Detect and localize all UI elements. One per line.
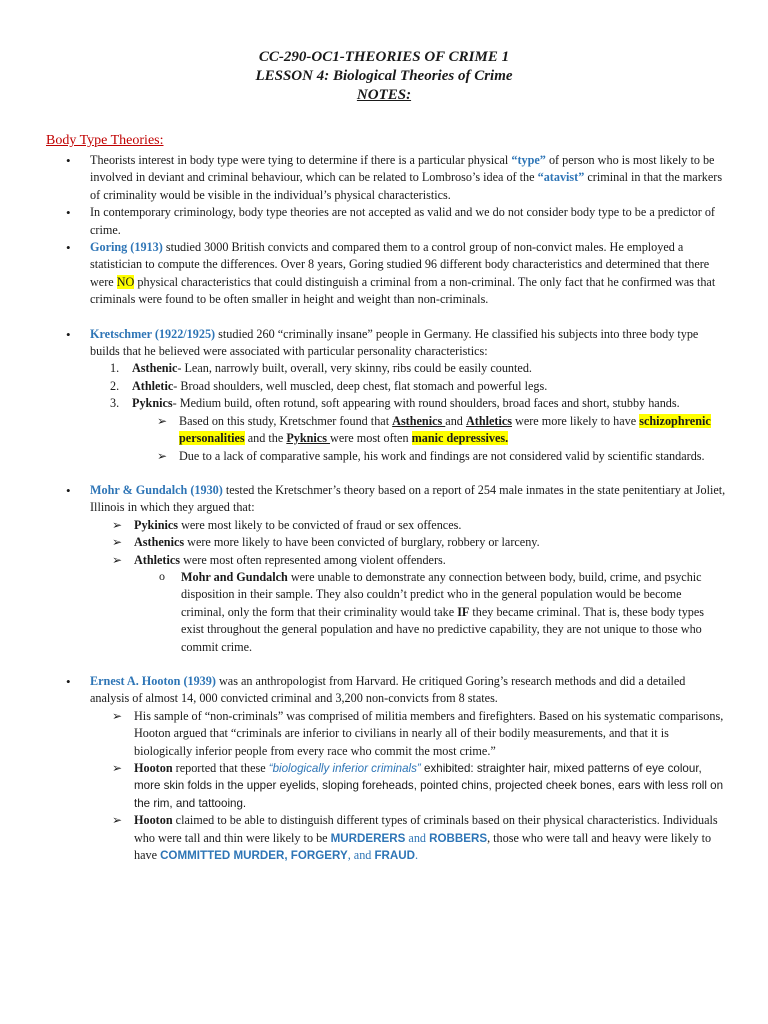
- list-term: Pyknics: [132, 396, 173, 411]
- list-term: Asthenic: [132, 361, 178, 376]
- kretschmer-finding: [157, 413, 726, 448]
- and-text: and: [350, 848, 372, 863]
- text: physical characteristics that could distinguish a criminal from a non-criminal. The only fact that he confirmed was that criminals were found to be often smaller in height and weight than non-criminals.: [90, 274, 716, 307]
- list-term: Pykinics: [134, 517, 179, 532]
- list-term: Hooton: [134, 761, 173, 775]
- hooton-name: Ernest A. Hooton (1939): [90, 673, 216, 688]
- notes-title: NOTES:: [356, 87, 412, 103]
- list-text: - Lean, narrowly built, overall, very skinny, ribs could be easily counted.: [177, 361, 532, 376]
- text: studied 260 “criminally insane” people in Germany. He classified his subjects into three body type builds that he believed were associated with particular personality characteristics:: [90, 326, 699, 359]
- bullet-goring: [66, 239, 726, 309]
- comma: ,: [487, 830, 491, 845]
- notes-body: [66, 152, 726, 864]
- lesson-title: LESSON 4: Biological Theories of Crime: [255, 68, 513, 84]
- list-text: - Broad shoulders, well muscled, deep chest, flat stomach and powerful legs.: [173, 378, 548, 393]
- type-term: “type”: [511, 153, 546, 167]
- no-highlight: NO: [116, 274, 135, 289]
- text: His sample of “non-criminals” was comprised of militia members and firefighters. Based on his systematic comparisons, Hooton argued that “criminals are inferior to civilians in nearly all of their bodily measurements, and that it is biologically inferior people from every race who commit the most crime.”: [134, 708, 724, 758]
- list-term: Athletics: [134, 552, 181, 567]
- hooton-traits: [112, 760, 726, 812]
- list-item: [112, 552, 726, 569]
- schizophrenic-highlight: schizophrenic personalities: [179, 413, 711, 446]
- committed-term: COMMITTED MURDER, FORGERY: [160, 849, 348, 863]
- manic-highlight: manic depressives.: [411, 431, 509, 446]
- text: were unable to demonstrate any connection between body, build, crime, and psychic disposition in their sample. They also couldn’t predict who in the general population would be become criminal, only the form that their criminality would take: [181, 569, 702, 619]
- kretschmer-name: Kretschmer (1922/1925): [90, 326, 216, 341]
- pyknics-term: Pyknics: [286, 431, 331, 446]
- text: exhibited: straighter hair, mixed patterns of eye colour, more skin folds in the upper eyelids, sloping foreheads, pointed chins, projected cheek bones, ears with less roll on the rim, and tattooing.: [134, 762, 724, 810]
- comma: ,: [347, 848, 351, 863]
- text: were more likely to have: [511, 413, 640, 428]
- text: and: [445, 413, 466, 428]
- text: claimed to be able to distinguish different types of criminals based on their physical characteristics. Individuals who were tall and thin were likely to be: [134, 813, 718, 845]
- text: reported that these: [172, 761, 269, 775]
- hooton-sample: [112, 708, 726, 760]
- athletics-term: Athletics: [465, 413, 512, 428]
- text: In contemporary criminology, body type theories are not accepted as valid and we do not consider body type to be a predictor of crime.: [90, 205, 715, 237]
- list-text: were most often represented among violent offenders.: [180, 552, 446, 567]
- atavist-term: “atavist”: [537, 170, 585, 185]
- list-item: [110, 360, 726, 377]
- bullet-hooton: [66, 673, 726, 708]
- spacer: [66, 465, 726, 482]
- murderers-term: MURDERERS: [330, 831, 406, 845]
- inferior-quote: “biologically inferior criminals”: [268, 762, 421, 775]
- list-text: - Medium build, often rotund, soft appearing with round shoulders, broad faces and short, stubby hands.: [172, 396, 680, 411]
- list-term: Athletic: [132, 378, 174, 393]
- text: and the: [244, 431, 287, 446]
- fraud-term: FRAUD: [374, 849, 416, 863]
- text: Based on this study, Kretschmer found that: [179, 413, 393, 428]
- list-text: were most likely to be convicted of fraud or sex offences.: [178, 517, 462, 532]
- list-item: [112, 534, 726, 551]
- kretschmer-limitation: [157, 448, 726, 465]
- section-heading: Body Type Theories:: [46, 133, 164, 148]
- text: was an anthropologist from Harvard. He critiqued Goring’s research methods and did a detailed analysis of almost 14, 000 convicted criminal and 3,200 non-convicts from 8 states.: [90, 673, 686, 706]
- if-term: IF: [457, 604, 470, 619]
- and-text: and: [405, 830, 430, 845]
- robbers-term: ROBBERS: [429, 831, 488, 845]
- text: of person who is most likely to be involved in deviant and criminal behaviour, which can be related to Lombroso’s idea of the: [90, 153, 715, 185]
- list-item: [110, 395, 726, 412]
- bullet-kretschmer: [66, 326, 726, 361]
- text: criminal in that the markers of criminality would be visible in the individual’s physical characteristics.: [90, 170, 723, 202]
- list-number: 2.: [110, 378, 120, 393]
- list-item: [110, 378, 726, 395]
- text: tested the Kretschmer’s theory based on a report of 254 male inmates in the state penitentiary at Joliet, Illinois in which they argued that:: [90, 482, 726, 515]
- list-number: 3.: [110, 396, 120, 411]
- goring-name: Goring (1913): [90, 240, 163, 255]
- text: studied 3000 British convicts and compared them to a control group of non-convict males. He employed a statistician to compute the differences. Over 8 years, Goring studied 96 different body characteristics and determined that there were: [90, 240, 710, 289]
- period: .: [415, 848, 419, 863]
- course-title: CC-290-OC1-THEORIES OF CRIME 1: [258, 49, 510, 65]
- body-type-list: [110, 360, 726, 412]
- list-text: were more likely to have been convicted of burglary, robbery or larceny.: [184, 535, 540, 550]
- spacer: [66, 656, 726, 673]
- asthenics-term: Asthenics: [392, 413, 446, 428]
- list-term: Mohr and Gundalch: [181, 569, 288, 584]
- list-item: [112, 517, 726, 534]
- mohr-gundalch-conclusion: [157, 569, 726, 656]
- bullet-mohr-gundalch: [66, 482, 726, 517]
- bullet-contemporary: [66, 204, 726, 239]
- list-term: Asthenics: [134, 535, 185, 550]
- text: Theorists interest in body type were tying to determine if there is a particular physical: [90, 153, 512, 167]
- text: were most often: [330, 431, 412, 446]
- spacer: [66, 309, 726, 326]
- text: they became criminal. That is, these body types exist throughout the general population and have no predictive capability, they are not unique to those who commit crime.: [181, 604, 705, 654]
- text: Due to a lack of comparative sample, his work and findings are not considered valid by scientific standards.: [179, 448, 705, 463]
- bullet-body-type-interest: [66, 152, 726, 204]
- document-header: [0, 48, 768, 105]
- list-number: 1.: [110, 361, 120, 376]
- mohr-gundalch-name: Mohr & Gundalch (1930): [90, 482, 223, 497]
- hooton-types: [112, 812, 726, 864]
- list-term: Hooton: [134, 813, 173, 828]
- text: those who were tall and heavy were likely to have: [134, 830, 712, 863]
